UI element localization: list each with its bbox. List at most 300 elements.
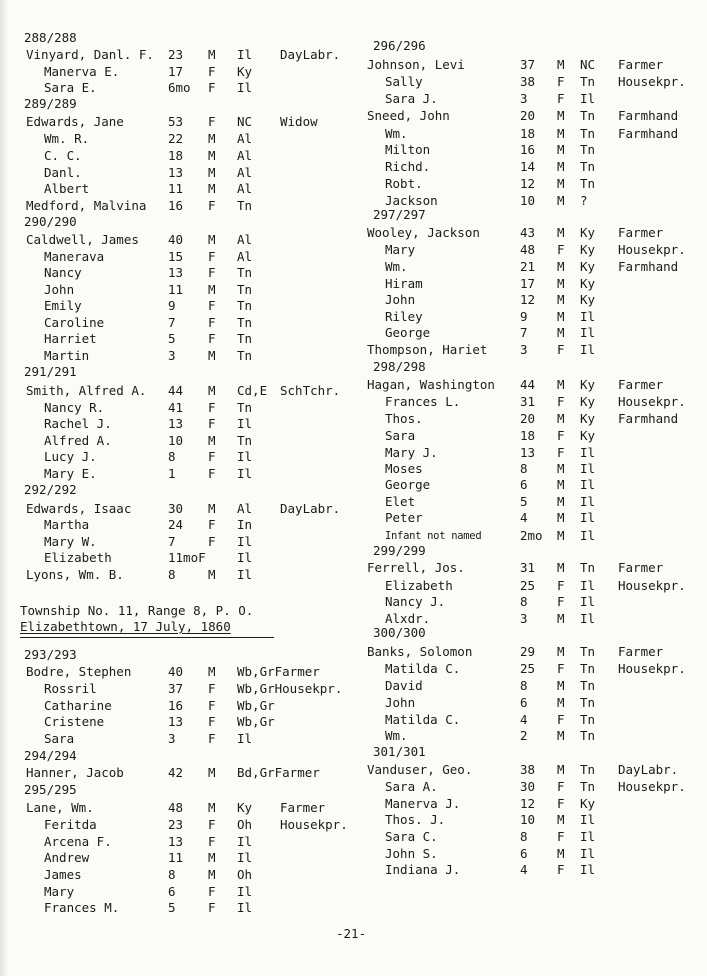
person-age: 10: [168, 433, 184, 448]
census-entry: [0, 817, 355, 833]
person-age: 13: [168, 265, 184, 280]
census-entry: [0, 165, 355, 181]
person-sex: F: [208, 298, 216, 313]
person-sex: M: [557, 461, 565, 476]
person-sex: F: [208, 198, 216, 213]
person-age: 4: [520, 862, 528, 877]
person-sex: M: [557, 560, 565, 575]
person-name: Hiram: [385, 276, 423, 291]
township-heading: Elizabethtown, 17 July, 1860: [20, 619, 231, 634]
person-birthplace: Ky: [580, 377, 596, 392]
person-age: 5: [520, 494, 528, 509]
person-name: Wm.: [385, 259, 408, 274]
person-name: George: [385, 325, 431, 340]
person-birthplace: Tn: [580, 661, 596, 676]
person-name: John: [44, 282, 75, 297]
person-age: 8: [520, 829, 528, 844]
person-occupation: SchTchr.: [280, 383, 341, 398]
person-age: 7: [168, 534, 176, 549]
person-name: Emily: [44, 298, 82, 313]
person-age: 10: [520, 193, 536, 208]
person-occupation: Farmhand: [618, 126, 679, 141]
person-sex: M: [557, 57, 565, 72]
person-occupation: Farmer: [618, 57, 664, 72]
person-age: 7: [520, 325, 528, 340]
census-entry: [355, 477, 707, 493]
census-entry: [0, 884, 355, 900]
person-name: Wm.: [385, 126, 408, 141]
person-birthplace: Tn: [580, 108, 596, 123]
person-name: Robt.: [385, 176, 423, 191]
person-age: 14: [520, 159, 536, 174]
person-name: Sara A.: [385, 779, 438, 794]
person-name: Mary: [44, 884, 75, 899]
census-entry: [355, 445, 707, 461]
person-age: 5: [168, 900, 176, 915]
person-birthplace: Al: [237, 165, 253, 180]
census-entry: [355, 57, 707, 73]
person-name: John S.: [385, 846, 438, 861]
census-entry: [0, 400, 355, 416]
person-sex: F: [557, 394, 565, 409]
person-age: 16: [168, 198, 184, 213]
person-sex: M: [557, 644, 565, 659]
person-birthplace: Tn: [580, 560, 596, 575]
person-birthplace: Il: [580, 594, 596, 609]
person-sex: M: [208, 383, 216, 398]
person-birthplace: Tn: [580, 695, 596, 710]
person-name: Indiana J.: [385, 862, 461, 877]
person-sex: F: [557, 862, 565, 877]
person-sex: F: [208, 817, 216, 832]
person-birthplace: Il: [237, 900, 253, 915]
census-entry: [0, 850, 355, 866]
person-age: 3: [168, 348, 176, 363]
census-entry: [355, 377, 707, 393]
person-sex: M: [557, 292, 565, 307]
census-entry: [355, 528, 707, 544]
person-occupation: DayLabr.: [280, 501, 341, 516]
person-sex: F: [557, 578, 565, 593]
person-age: 11: [168, 850, 184, 865]
person-sex: F: [557, 661, 565, 676]
person-age: 23: [168, 47, 184, 62]
census-entry: [0, 181, 355, 197]
person-birthplace: Ky: [580, 292, 596, 307]
person-sex: M: [208, 165, 216, 180]
person-age: 8: [168, 449, 176, 464]
person-birthplace: Tn: [237, 298, 253, 313]
person-occupation: Housekpr.: [618, 74, 686, 89]
heading-rule: [20, 637, 274, 638]
census-entry: [0, 282, 355, 298]
person-sex: M: [557, 846, 565, 861]
person-age: 2: [520, 728, 528, 743]
person-sex: M: [208, 131, 216, 146]
person-age: 12: [520, 796, 536, 811]
person-sex: F: [208, 900, 216, 915]
person-birthplace: NC: [237, 114, 253, 129]
person-name: Edwards, Jane: [26, 114, 124, 129]
person-birthplace: Il: [580, 846, 596, 861]
person-age: 5: [168, 331, 176, 346]
census-entry: [0, 232, 355, 248]
person-name: Feritda: [44, 817, 97, 832]
person-birthplace: Il: [580, 309, 596, 324]
person-birthplace: Il: [237, 466, 253, 481]
person-birthplace: Il: [580, 862, 596, 877]
person-age: 9: [168, 298, 176, 313]
person-name: Elizabeth: [44, 550, 112, 565]
person-age: 11: [168, 282, 184, 297]
census-entry: [355, 394, 707, 410]
person-birthplace: Il: [237, 416, 253, 431]
person-occupation: Widow: [280, 114, 318, 129]
person-name: Lucy J.: [44, 449, 97, 464]
person-birthplace: Tn: [580, 779, 596, 794]
person-sex: M: [557, 176, 565, 191]
person-age: 6: [520, 695, 528, 710]
person-name: Wm.: [385, 728, 408, 743]
person-name: Elizabeth: [385, 578, 453, 593]
person-sex: F: [557, 91, 565, 106]
person-sex: M: [557, 225, 565, 240]
census-entry: [0, 315, 355, 331]
person-sex: F: [208, 834, 216, 849]
person-sex: F: [557, 342, 565, 357]
person-name: Sara E.: [44, 80, 97, 95]
person-age: 44: [520, 377, 536, 392]
person-occupation: Housekpr.: [618, 661, 686, 676]
person-age: 6: [168, 884, 176, 899]
dwelling-family-number: 296/296: [373, 38, 426, 53]
person-sex: M: [557, 812, 565, 827]
person-age: 12: [520, 292, 536, 307]
person-sex: M: [208, 501, 216, 516]
census-entry: [355, 678, 707, 694]
person-birthplace: Il: [580, 445, 596, 460]
census-entry: [0, 433, 355, 449]
person-birthplace: Al: [237, 131, 253, 146]
person-birthplace: Ky: [580, 428, 596, 443]
census-entry: [355, 428, 707, 444]
census-entry: [0, 517, 355, 533]
person-sex: M: [208, 433, 216, 448]
person-age: 18: [520, 126, 536, 141]
census-entry: [355, 159, 707, 175]
person-name: Sara J.: [385, 91, 438, 106]
person-name: Vanduser, Geo.: [367, 762, 473, 777]
census-entry: [0, 731, 355, 747]
person-name: Cristene: [44, 714, 105, 729]
census-entry: [355, 862, 707, 878]
census-entry: [355, 796, 707, 812]
census-entry: [355, 91, 707, 107]
person-occupation: Housekpr.: [280, 817, 348, 832]
person-birthplace: Il: [580, 812, 596, 827]
person-sex: F: [557, 428, 565, 443]
person-age: 13: [520, 445, 536, 460]
dwelling-number: [0, 782, 355, 798]
person-age: 25: [520, 661, 536, 676]
census-entry: [355, 74, 707, 90]
section-heading: [0, 603, 355, 619]
census-entry: [355, 661, 707, 677]
person-birthplace: Il: [580, 477, 596, 492]
person-name: Rachel J.: [44, 416, 112, 431]
person-sex: M: [208, 282, 216, 297]
person-name: Martin: [44, 348, 90, 363]
person-birthplace: Il: [237, 731, 253, 746]
person-age: 42: [168, 765, 184, 780]
person-sex: M: [557, 695, 565, 710]
person-birthplace: Tn: [237, 348, 253, 363]
person-age: 38: [520, 762, 536, 777]
person-age: 8: [168, 867, 176, 882]
person-name: Mary J.: [385, 445, 438, 460]
person-birthplace: Il: [580, 578, 596, 593]
person-name: Riley: [385, 309, 423, 324]
person-name: Mary E.: [44, 466, 97, 481]
person-birthplace: Ky: [580, 394, 596, 409]
person-age: 53: [168, 114, 184, 129]
person-name: John: [385, 695, 416, 710]
person-age: 21: [520, 259, 536, 274]
census-entry: [0, 698, 355, 714]
person-birthplace: Ky: [580, 242, 596, 257]
person-age: 13: [168, 416, 184, 431]
person-birthplace: Ky: [580, 276, 596, 291]
person-age: 16: [168, 698, 184, 713]
person-age: 48: [520, 242, 536, 257]
person-birthplace: Ky: [237, 64, 253, 79]
person-occupation: DayLabr.: [618, 762, 679, 777]
census-entry: [355, 829, 707, 845]
person-name: Mary: [385, 242, 416, 257]
person-name: John: [385, 292, 416, 307]
census-entry: [355, 176, 707, 192]
person-birthplace: Il: [580, 325, 596, 340]
dwelling-number: [355, 207, 707, 223]
person-age: 6: [520, 477, 528, 492]
person-sex: M: [208, 232, 216, 247]
person-birthplace: Tn: [580, 762, 596, 777]
census-entry: [0, 834, 355, 850]
person-name: Frances L.: [385, 394, 461, 409]
census-entry: [0, 449, 355, 465]
census-entry: [355, 292, 707, 308]
census-entry: [0, 466, 355, 482]
person-name: Matilda C.: [385, 712, 461, 727]
census-entry: [355, 494, 707, 510]
person-age: 8: [520, 461, 528, 476]
person-age: 1: [168, 466, 176, 481]
person-birthplace: Il: [237, 834, 253, 849]
census-entry: [0, 800, 355, 816]
person-sex: F: [208, 416, 216, 431]
census-entry: [355, 779, 707, 795]
census-entry: [355, 342, 707, 358]
census-entry: [0, 298, 355, 314]
person-age: 24: [168, 517, 184, 532]
person-name: Elet: [385, 494, 416, 509]
person-birthplace: Tn: [580, 142, 596, 157]
person-birthplace: Al: [237, 148, 253, 163]
person-age: 8: [168, 567, 176, 582]
person-age: 6mo: [168, 80, 191, 95]
person-sex: F: [557, 829, 565, 844]
person-birthplace: Wb,GrHousekpr.: [237, 681, 343, 696]
person-name: Alxdr.: [385, 611, 431, 626]
person-birthplace: Al: [237, 249, 253, 264]
person-sex: F: [557, 242, 565, 257]
person-birthplace: Tn: [237, 265, 253, 280]
person-name: Lyons, Wm. B.: [26, 567, 124, 582]
person-age: 29: [520, 644, 536, 659]
person-sex: M: [557, 193, 565, 208]
person-age: 23: [168, 817, 184, 832]
person-age: 3: [520, 611, 528, 626]
person-occupation: Farmhand: [618, 108, 679, 123]
person-birthplace: Tn: [237, 331, 253, 346]
dwelling-family-number: 297/297: [373, 207, 426, 222]
person-name: Edwards, Isaac: [26, 501, 132, 516]
person-birthplace: Il: [237, 884, 253, 899]
census-entry: [355, 812, 707, 828]
section-heading: [0, 619, 355, 635]
person-name: Sara: [385, 428, 416, 443]
person-age: 11moF: [168, 550, 206, 565]
person-sex: F: [208, 681, 216, 696]
census-entry: [0, 148, 355, 164]
person-name: Jackson: [385, 193, 438, 208]
dwelling-number: [0, 214, 355, 230]
dwelling-number: [355, 543, 707, 559]
person-age: 10: [520, 812, 536, 827]
person-name: Catharine: [44, 698, 112, 713]
person-name: Wm. R.: [44, 131, 90, 146]
census-entry: [355, 560, 707, 576]
person-age: 12: [520, 176, 536, 191]
person-sex: F: [557, 594, 565, 609]
census-entry: [355, 712, 707, 728]
person-name: Thompson, Hariet: [367, 342, 488, 357]
dwelling-family-number: 289/289: [24, 96, 77, 111]
dwelling-number: [0, 96, 355, 112]
person-birthplace: Wb,GrFarmer: [237, 664, 320, 679]
person-name: Nancy R.: [44, 400, 105, 415]
person-birthplace: Tn: [580, 728, 596, 743]
person-sex: M: [208, 800, 216, 815]
person-name: Wooley, Jackson: [367, 225, 480, 240]
person-sex: F: [208, 517, 216, 532]
census-entry: [355, 259, 707, 275]
person-name: Martha: [44, 517, 90, 532]
person-birthplace: Cd,E: [237, 383, 268, 398]
person-sex: F: [557, 796, 565, 811]
person-sex: M: [557, 325, 565, 340]
dwelling-number: [355, 359, 707, 375]
census-entry: [355, 461, 707, 477]
census-entry: [355, 276, 707, 292]
person-birthplace: Tn: [580, 678, 596, 693]
census-entry: [355, 762, 707, 778]
person-age: 8: [520, 594, 528, 609]
census-entry: [0, 567, 355, 583]
person-age: 30: [520, 779, 536, 794]
person-birthplace: Ky: [580, 259, 596, 274]
person-sex: F: [208, 315, 216, 330]
person-birthplace: Il: [237, 449, 253, 464]
dwelling-number: [355, 744, 707, 760]
person-name: Rossril: [44, 681, 97, 696]
person-sex: F: [208, 80, 216, 95]
person-birthplace: Tn: [580, 159, 596, 174]
person-sex: M: [208, 765, 216, 780]
person-sex: F: [208, 64, 216, 79]
person-name: Ferrell, Jos.: [367, 560, 465, 575]
person-birthplace: Tn: [580, 126, 596, 141]
person-age: 40: [168, 232, 184, 247]
person-age: 4: [520, 510, 528, 525]
person-sex: F: [557, 779, 565, 794]
dwelling-family-number: 300/300: [373, 625, 426, 640]
person-age: 2mo: [520, 528, 543, 543]
person-sex: M: [557, 528, 565, 543]
dwelling-family-number: 298/298: [373, 359, 426, 374]
person-birthplace: Il: [580, 494, 596, 509]
dwelling-number: [0, 482, 355, 498]
person-name: Banks, Solomon: [367, 644, 473, 659]
census-entry: [355, 578, 707, 594]
person-birthplace: In: [237, 517, 253, 532]
person-age: 15: [168, 249, 184, 264]
census-entry: [0, 331, 355, 347]
census-entry: [0, 198, 355, 214]
dwelling-family-number: 290/290: [24, 214, 77, 229]
person-age: 13: [168, 834, 184, 849]
person-sex: M: [557, 108, 565, 123]
person-sex: M: [208, 850, 216, 865]
person-name: Manerva J.: [385, 796, 461, 811]
person-age: 13: [168, 714, 184, 729]
census-entry: [355, 510, 707, 526]
person-sex: M: [557, 309, 565, 324]
person-occupation: Housekpr.: [618, 242, 686, 257]
person-name: Lane, Wm.: [26, 800, 94, 815]
person-birthplace: Il: [580, 611, 596, 626]
person-name: Sara C.: [385, 829, 438, 844]
person-name: Danl.: [44, 165, 82, 180]
person-birthplace: Wb,Gr: [237, 698, 275, 713]
person-age: 3: [520, 91, 528, 106]
person-birthplace: Ky: [237, 800, 253, 815]
person-age: 18: [168, 148, 184, 163]
township-heading: Township No. 11, Range 8, P. O.: [20, 603, 254, 618]
person-birthplace: Tn: [580, 74, 596, 89]
person-name: George: [385, 477, 431, 492]
person-birthplace: Il: [237, 850, 253, 865]
census-entry: [0, 348, 355, 364]
person-sex: M: [557, 377, 565, 392]
dwelling-number: [355, 625, 707, 641]
person-birthplace: Il: [580, 461, 596, 476]
census-entry: [355, 242, 707, 258]
person-name: Sneed, John: [367, 108, 450, 123]
person-sex: M: [557, 510, 565, 525]
census-entry: [0, 383, 355, 399]
person-sex: F: [208, 114, 216, 129]
